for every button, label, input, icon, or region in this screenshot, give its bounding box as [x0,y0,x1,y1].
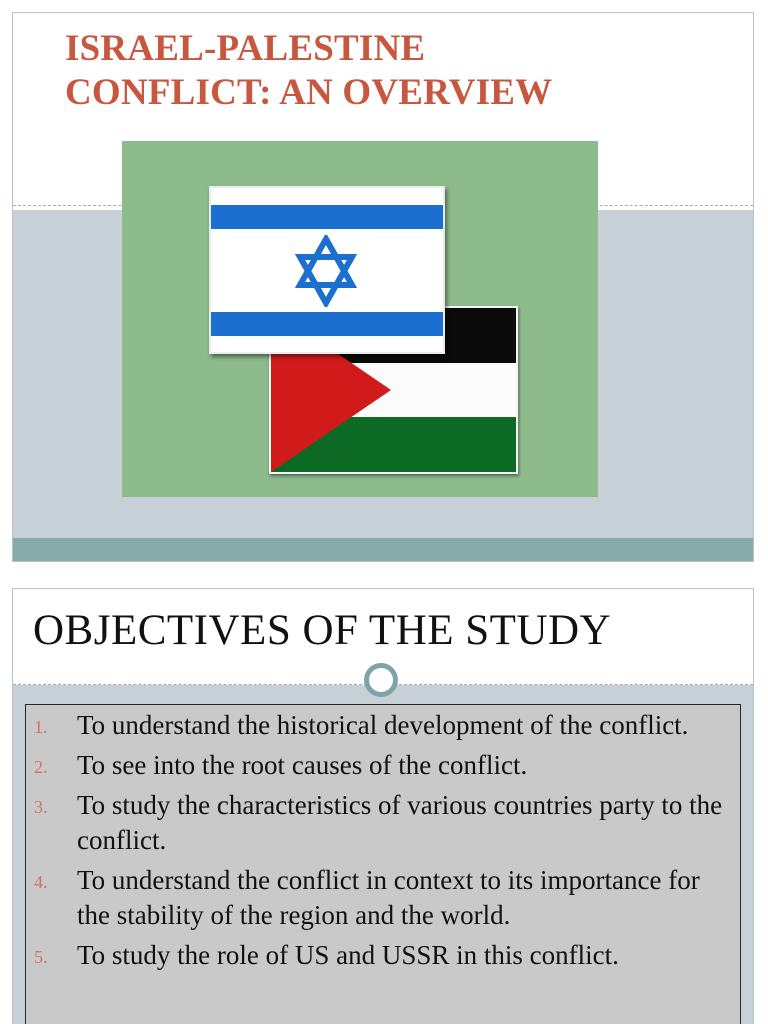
circle-ornament-icon [364,663,398,697]
objective-number: 3. [34,797,48,817]
objective-text: To study the role of US and USSR in this conflict. [77,940,619,970]
objective-text: To see into the root causes of the conflict. [77,750,528,780]
flags-image [122,141,598,497]
objective-item [26,863,740,933]
israel-flag-bottom-stripe [211,312,443,336]
objective-text: To study the characteristics of various countries party to the conflict. [77,790,723,855]
slide-1-title [65,27,705,115]
objectives-box [25,704,741,1024]
israel-flag-top-stripe [211,205,443,229]
objective-number: 5. [34,947,48,967]
objective-number: 4. [34,872,48,892]
objective-number: 2. [34,757,48,777]
slide-1-title-line-2: CONFLICT: AN OVERVIEW [65,72,553,113]
slide-2-title: OBJECTIVES OF THE STUDY [33,607,612,654]
slide-2 [12,588,754,1024]
objective-text: To understand the conflict in context to its importance for the stability of the region and the world. [77,865,700,930]
objective-number: 1. [34,717,48,737]
objective-item [26,708,740,743]
objective-text: To understand the historical development of the conflict. [77,710,689,740]
objective-item [26,938,740,973]
objective-item [26,788,740,858]
objective-item [26,748,740,783]
slide-1-title-line-1: ISRAEL-PALESTINE [65,28,426,69]
israel-flag-icon [209,186,445,354]
star-of-david-icon [294,235,358,307]
slide-1-footer-band [13,538,753,562]
objectives-list [26,708,740,978]
slide-1 [12,12,754,562]
